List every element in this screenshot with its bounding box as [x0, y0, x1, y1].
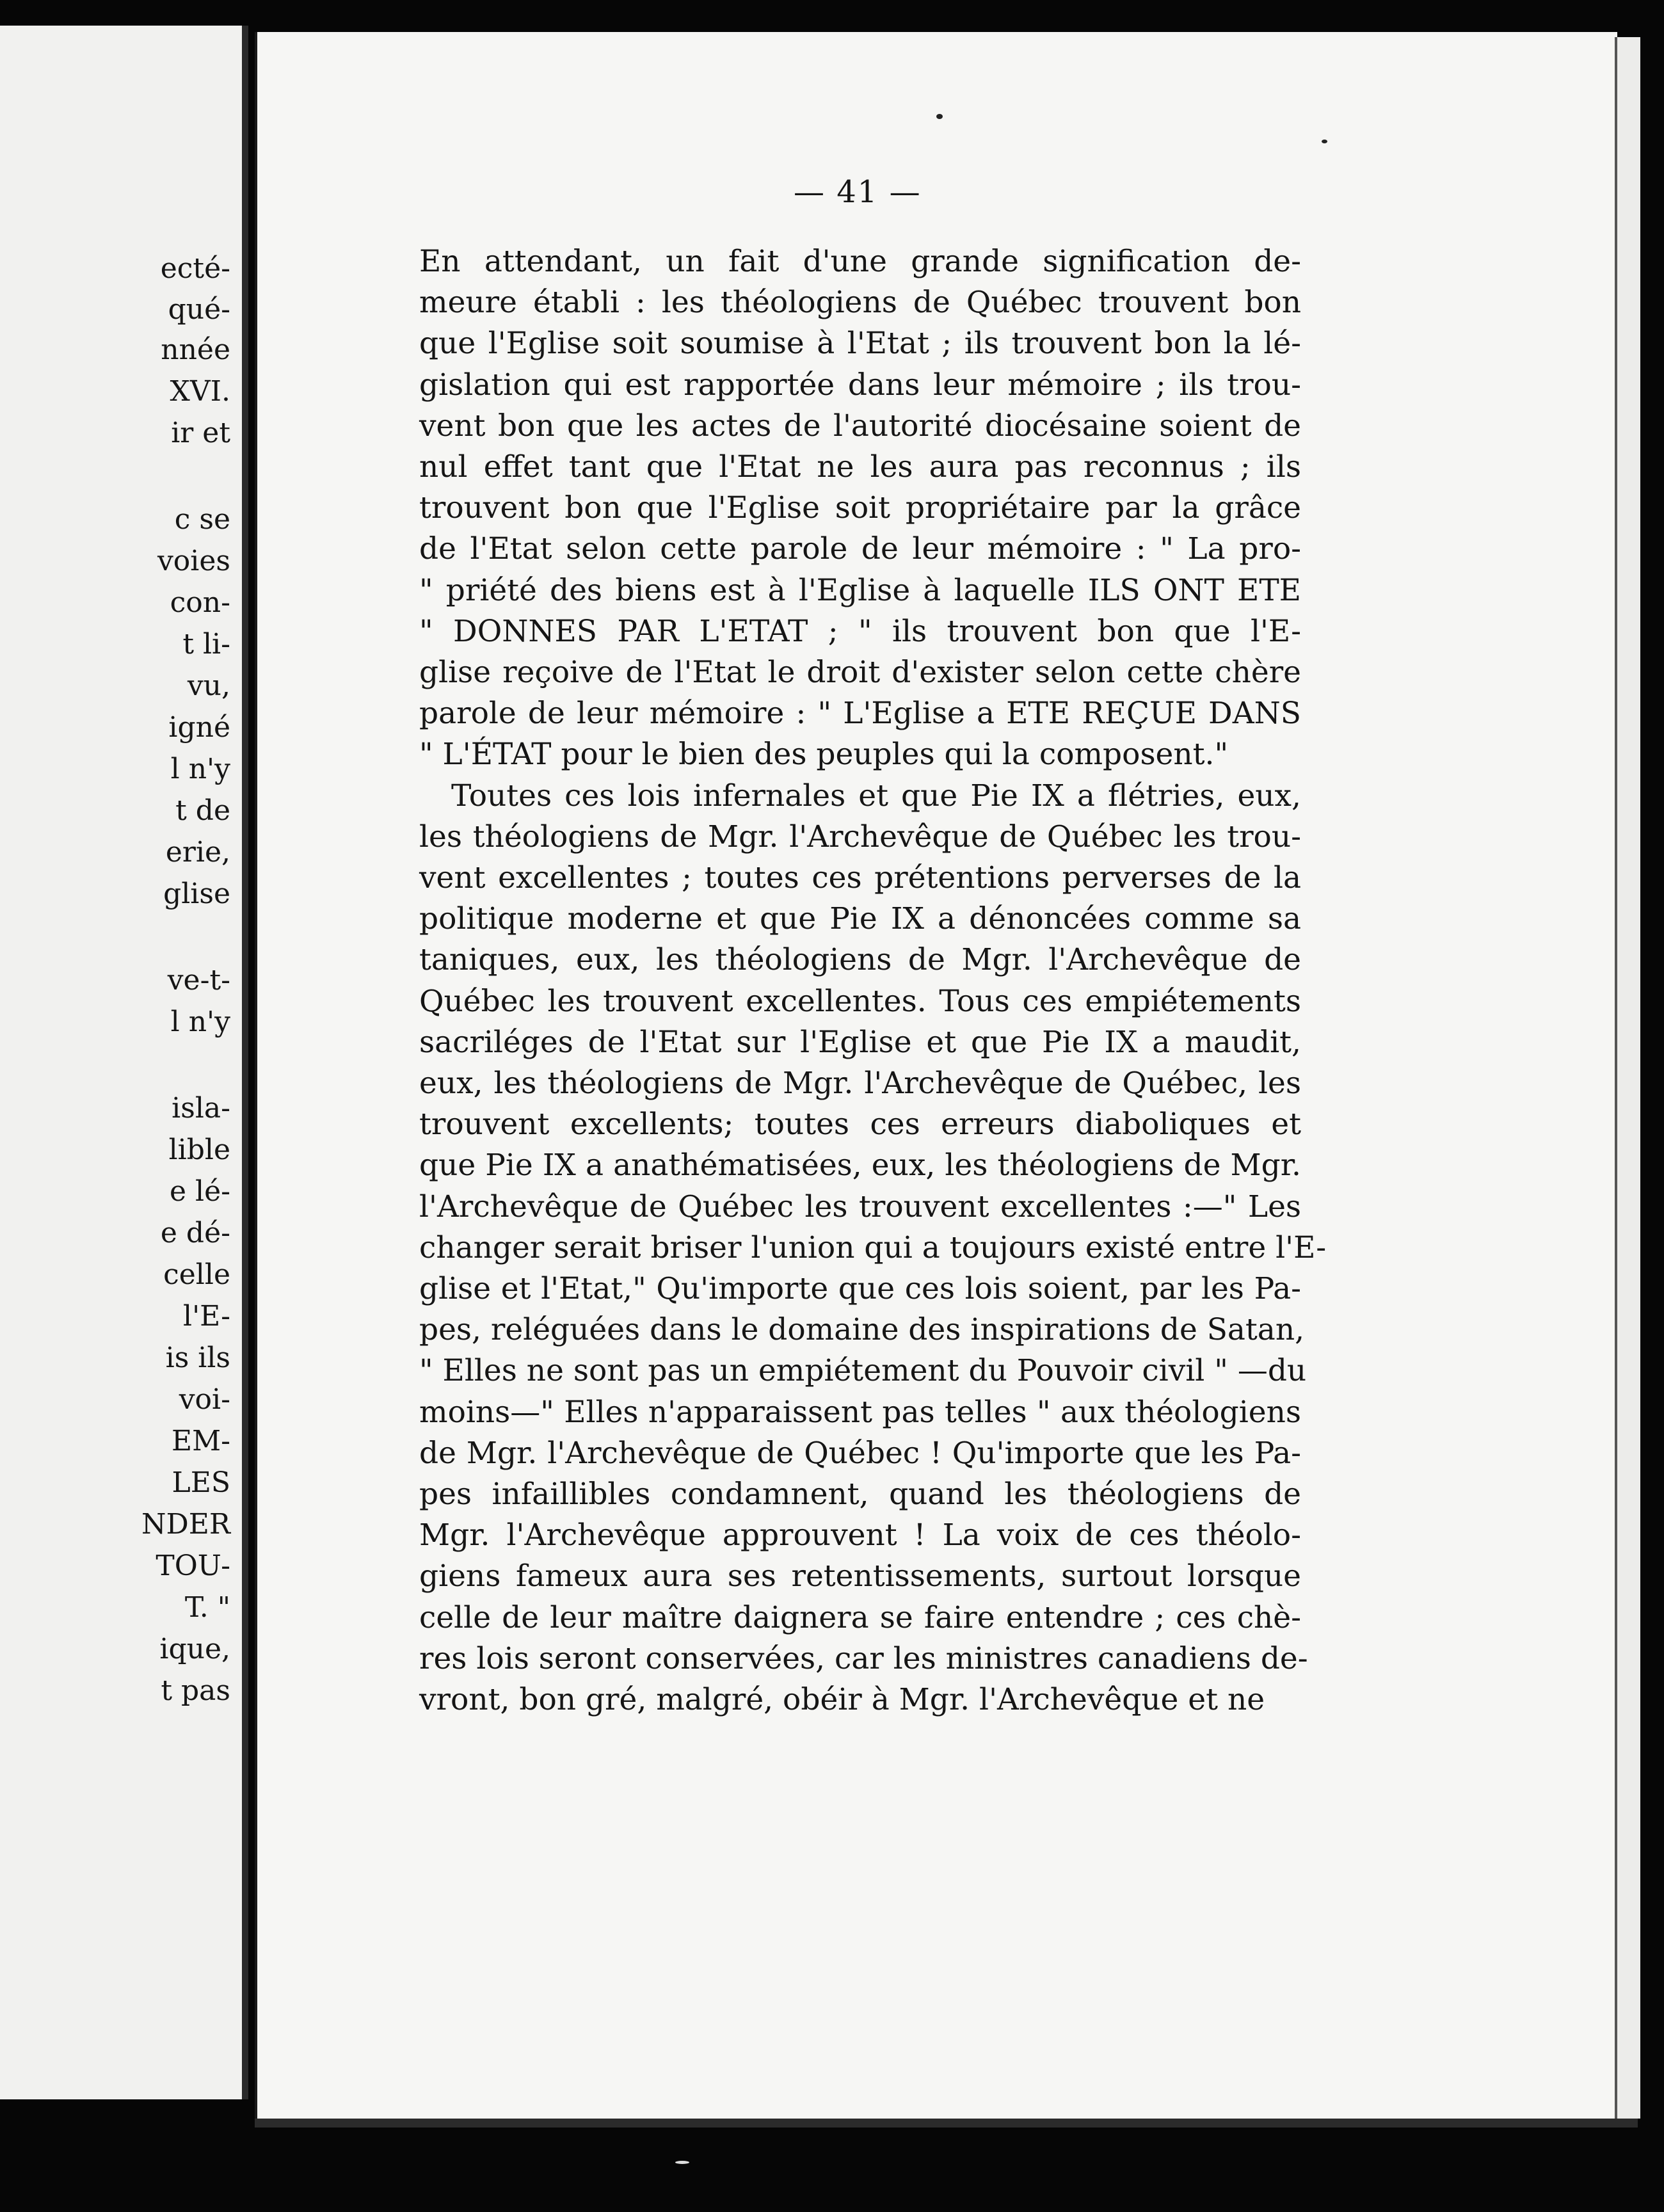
- text-line: sacriléges de l'Etat sur l'Eglise et que Pie IX a maudit,: [419, 1025, 1301, 1060]
- facing-page-text-fragment: NDER: [141, 1508, 230, 1541]
- text-line: que Pie IX a anathématisées, eux, les théologiens de Mgr.: [419, 1148, 1301, 1183]
- text-line: changer serait briser l'union qui a toujours existé entre l'E-: [419, 1230, 1327, 1265]
- text-line: de l'Etat selon cette parole de leur mémoire : " La pro-: [419, 531, 1301, 566]
- facing-page-text-fragment: lible: [168, 1134, 230, 1166]
- text-line: " priété des biens est à l'Eglise à laquelle ILS ONT ETE: [419, 573, 1301, 608]
- facing-page-text-fragment: LES: [172, 1466, 230, 1499]
- facing-page-text-fragment: glise: [163, 878, 230, 910]
- text-line: de Mgr. l'Archevêque de Québec ! Qu'importe que les Pa-: [419, 1436, 1301, 1471]
- text-line: pes infaillibles condamnent, quand les théologiens de: [419, 1477, 1301, 1512]
- facing-page-text-fragment: e dé-: [160, 1217, 230, 1249]
- text-line: res lois seront conservées, car les ministres canadiens de-: [419, 1641, 1308, 1676]
- text-line: glise et l'Etat," Qu'importe que ces lois soient, par les Pa-: [419, 1271, 1301, 1306]
- text-line: Mgr. l'Archevêque approuvent ! La voix de ces théolo-: [419, 1518, 1301, 1553]
- page-bottom-edge: [255, 2119, 1638, 2128]
- facing-page-text-fragment: qué-: [168, 293, 230, 326]
- facing-page-text-fragment: t de: [175, 794, 230, 827]
- page-number: — 41 —: [794, 174, 922, 210]
- text-line: vront, bon gré, malgré, obéir à Mgr. l'Archevêque et ne: [419, 1682, 1265, 1717]
- text-line: l'Archevêque de Québec les trouvent excellentes :—" Les: [419, 1189, 1301, 1224]
- text-line: giens fameux aura ses retentissements, surtout lorsque: [419, 1559, 1301, 1594]
- facing-page-text-fragment: t pas: [161, 1674, 230, 1707]
- text-line: glise reçoive de l'Etat le droit d'exister selon cette chère: [419, 655, 1301, 690]
- text-line: " Elles ne sont pas un empiétement du Pouvoir civil " —du: [419, 1353, 1307, 1388]
- facing-page-text-fragment: ecté-: [160, 252, 230, 285]
- facing-page-text-fragment: igné: [168, 711, 230, 744]
- text-line: meure établi : les théologiens de Québec trouvent bon: [419, 285, 1301, 320]
- facing-page-text-fragment: l'E-: [183, 1300, 230, 1333]
- text-line: vent excellentes ; toutes ces prétentions perverses de la: [419, 860, 1301, 895]
- facing-page-text-fragment: voies: [157, 545, 230, 577]
- text-line: pes, reléguées dans le domaine des inspirations de Satan,: [419, 1312, 1305, 1347]
- text-line: vent bon que les actes de l'autorité diocésaine soient de: [419, 408, 1301, 444]
- facing-page-text-fragment: t li-: [182, 628, 230, 661]
- text-line: parole de leur mémoire : " L'Eglise a ETE REÇUE DANS: [419, 696, 1301, 731]
- text-line: politique moderne et que Pie IX a dénoncées comme sa: [419, 901, 1301, 936]
- facing-page-text-fragment: is ils: [165, 1342, 230, 1374]
- facing-page-text-fragment: l n'y: [170, 753, 230, 785]
- text-line: " L'ÉTAT pour le bien des peuples qui la composent.": [419, 737, 1229, 772]
- text-line: " DONNES PAR L'ETAT ; " ils trouvent bon que l'E-: [419, 614, 1301, 649]
- facing-page-text-fragment: ve-t-: [167, 964, 230, 997]
- facing-page-text-fragment: EM-: [171, 1425, 230, 1457]
- text-line: gislation qui est rapportée dans leur mémoire ; ils trou-: [419, 367, 1301, 403]
- facing-page-text-fragment: e lé-: [169, 1175, 230, 1208]
- page-edge: [1615, 37, 1640, 2119]
- text-line: En attendant, un fait d'une grande signification de-: [419, 244, 1301, 279]
- facing-page-text-fragment: T. ": [184, 1591, 230, 1624]
- text-line: les théologiens de Mgr. l'Archevêque de Québec les trou-: [419, 819, 1301, 854]
- text-line: Québec les trouvent excellentes. Tous ces empiétements: [419, 984, 1301, 1019]
- facing-page-text-fragment: c se: [174, 503, 230, 536]
- facing-page-text-fragment: nnée: [161, 333, 230, 366]
- facing-page-text-fragment: isla-: [172, 1092, 230, 1125]
- facing-page-text-fragment: TOU-: [156, 1550, 230, 1582]
- facing-page-text-fragment: con-: [170, 586, 230, 619]
- text-line: trouvent excellents; toutes ces erreurs diaboliques et: [419, 1107, 1301, 1142]
- facing-page-text-fragment: ir et: [171, 417, 230, 449]
- facing-page-text-fragment: vu,: [187, 669, 230, 702]
- text-line: moins—" Elles n'apparaissent pas telles " aux théologiens: [419, 1395, 1301, 1430]
- facing-page-fragment: [0, 26, 248, 2099]
- facing-page-text-fragment: ique,: [159, 1633, 230, 1665]
- facing-page-text-fragment: voi-: [179, 1383, 230, 1416]
- scan-speck: [936, 114, 943, 119]
- scan-speck: [1322, 140, 1327, 143]
- text-line: que l'Eglise soit soumise à l'Etat ; ils trouvent bon la lé-: [419, 326, 1301, 361]
- facing-page-text-fragment: erie,: [165, 836, 230, 869]
- text-line: eux, les théologiens de Mgr. l'Archevêque de Québec, les: [419, 1066, 1301, 1101]
- text-line: taniques, eux, les théologiens de Mgr. l'Archevêque de: [419, 942, 1301, 977]
- facing-page-text-fragment: celle: [163, 1258, 230, 1291]
- scan-speck: [675, 2161, 689, 2164]
- facing-page-text-fragment: l n'y: [170, 1006, 230, 1038]
- facing-page-text-fragment: XVI.: [170, 375, 230, 408]
- text-line: trouvent bon que l'Eglise soit propriétaire par la grâce: [419, 490, 1301, 525]
- text-line: nul effet tant que l'Etat ne les aura pas reconnus ; ils: [419, 449, 1301, 485]
- text-line: celle de leur maître daignera se faire entendre ; ces chè-: [419, 1600, 1301, 1635]
- text-line: Toutes ces lois infernales et que Pie IX a flétries, eux,: [451, 778, 1301, 813]
